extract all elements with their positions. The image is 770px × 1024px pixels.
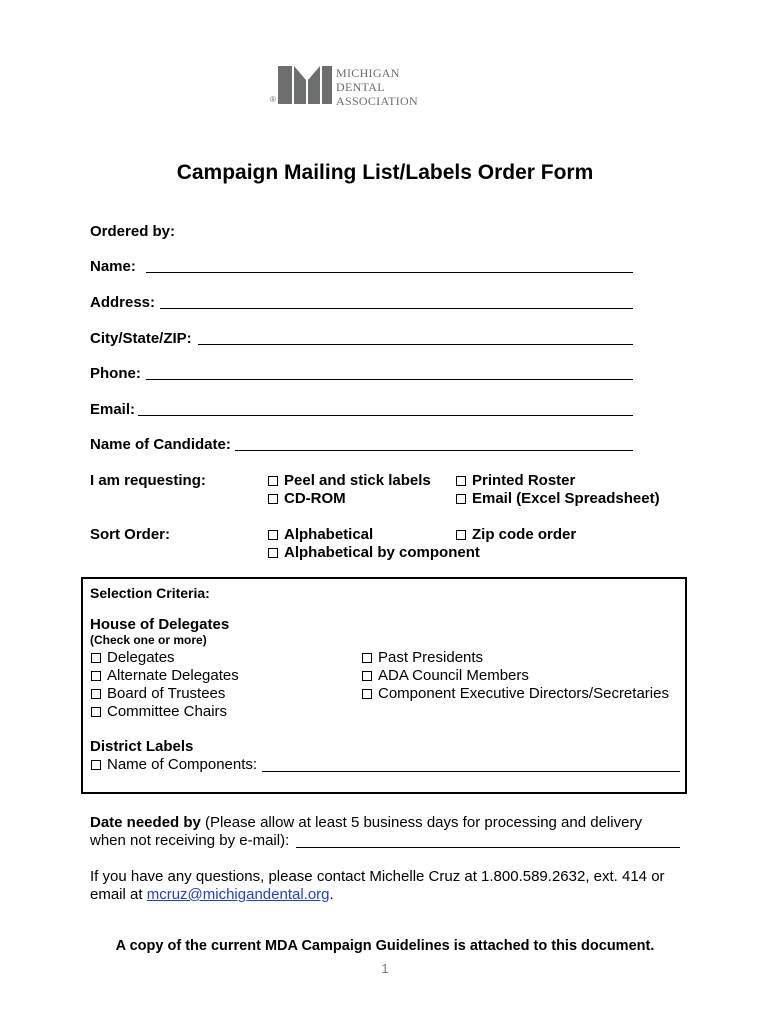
checkbox-icon[interactable] [91, 653, 101, 663]
option-label: ADA Council Members [378, 667, 529, 684]
page-title: Campaign Mailing List/Labels Order Form [176, 161, 594, 184]
option-committee-chairs[interactable] [91, 703, 227, 720]
date-needed-line2: when not receiving by e-mail): [90, 832, 290, 849]
option-label: Committee Chairs [107, 703, 228, 720]
registered-mark: ® [270, 95, 276, 104]
checkbox-icon[interactable] [91, 671, 101, 681]
option-alphabetical-by-component[interactable] [268, 544, 480, 561]
checkbox-icon[interactable] [456, 494, 466, 504]
option-email-spreadsheet[interactable] [456, 490, 660, 507]
checkbox-icon[interactable] [456, 476, 466, 486]
option-peel-and-stick[interactable] [268, 472, 431, 489]
option-label: Past Presidents [378, 649, 484, 666]
option-label: Alphabetical [284, 526, 374, 543]
option-label: Peel and stick labels [284, 472, 431, 489]
option-label: Board of Trustees [107, 685, 226, 702]
requesting-label: I am requesting: [90, 472, 206, 489]
option-alternate-delegates[interactable] [91, 667, 239, 684]
contact-line-2 [90, 886, 334, 903]
name-label: Name: [90, 258, 136, 275]
selection-criteria-heading: Selection Criteria: [90, 585, 210, 601]
checkbox-icon[interactable] [362, 671, 372, 681]
mda-logo-mark-icon [278, 66, 332, 104]
logo-line-1: MICHIGAN [336, 66, 400, 80]
logo-line-2: DENTAL [336, 80, 385, 94]
phone-field[interactable] [146, 379, 633, 380]
contact-line-1: If you have any questions, please contact Michelle Cruz at 1.800.589.2632, ext. 414 or [90, 868, 665, 885]
date-needed-label: Date needed by [90, 814, 201, 831]
option-board-of-trustees[interactable] [91, 685, 225, 702]
option-label: CD-ROM [284, 490, 346, 507]
option-delegates[interactable] [91, 649, 175, 666]
option-component-executive-directors[interactable] [362, 685, 669, 702]
address-label: Address: [90, 294, 156, 311]
logo-wordmark [336, 66, 418, 108]
house-note: (Check one or more) [90, 633, 207, 647]
candidate-label: Name of Candidate: [90, 436, 231, 453]
option-label: Alternate Delegates [107, 667, 239, 684]
city-state-zip-field[interactable] [198, 344, 633, 345]
date-needed-text [90, 814, 642, 831]
option-label: Zip code order [472, 526, 577, 543]
page-number: 1 [381, 961, 389, 976]
contact-suffix: . [329, 886, 334, 903]
option-printed-roster[interactable] [456, 472, 575, 489]
option-cd-rom[interactable] [268, 490, 346, 507]
option-name-of-components[interactable] [91, 756, 257, 773]
checkbox-icon[interactable] [268, 530, 278, 540]
name-of-components-field[interactable] [262, 771, 680, 772]
guidelines-note: A copy of the current MDA Campaign Guidelines is attached to this document. [115, 938, 655, 954]
city-state-zip-label: City/State/ZIP: [90, 330, 192, 347]
option-ada-council-members[interactable] [362, 667, 529, 684]
option-label: Component Executive Directors/Secretaries [378, 685, 669, 702]
option-alphabetical[interactable] [268, 526, 373, 543]
option-past-presidents[interactable] [362, 649, 483, 666]
district-labels-heading: District Labels [90, 738, 194, 755]
option-label: Email (Excel Spreadsheet) [472, 490, 660, 507]
checkbox-icon[interactable] [456, 530, 466, 540]
email-label: Email: [90, 401, 136, 418]
contact-prefix: email at [90, 886, 147, 903]
option-label: Alphabetical by component [284, 544, 480, 561]
option-zip-code-order[interactable] [456, 526, 576, 543]
sort-order-label: Sort Order: [90, 526, 171, 543]
checkbox-icon[interactable] [91, 689, 101, 699]
email-field[interactable] [138, 415, 633, 416]
option-label: Name of Components: [107, 756, 258, 773]
contact-email-link[interactable]: mcruz@michigandental.org [146, 886, 330, 903]
checkbox-icon[interactable] [91, 760, 101, 770]
option-label: Printed Roster [472, 472, 576, 489]
phone-label: Phone: [90, 365, 141, 382]
address-field[interactable] [160, 308, 633, 309]
option-label: Delegates [107, 649, 175, 666]
checkbox-icon[interactable] [91, 707, 101, 717]
checkbox-icon[interactable] [362, 689, 372, 699]
checkbox-icon[interactable] [268, 476, 278, 486]
checkbox-icon[interactable] [268, 548, 278, 558]
logo-line-3: ASSOCIATION [336, 94, 418, 108]
checkbox-icon[interactable] [362, 653, 372, 663]
checkbox-icon[interactable] [268, 494, 278, 504]
date-needed-note: (Please allow at least 5 business days for processing and delivery [200, 814, 642, 831]
date-needed-field[interactable] [296, 847, 680, 848]
house-of-delegates-heading: House of Delegates [90, 616, 230, 633]
name-field[interactable] [146, 272, 633, 273]
ordered-by-label: Ordered by: [90, 223, 176, 240]
candidate-field[interactable] [235, 450, 633, 451]
